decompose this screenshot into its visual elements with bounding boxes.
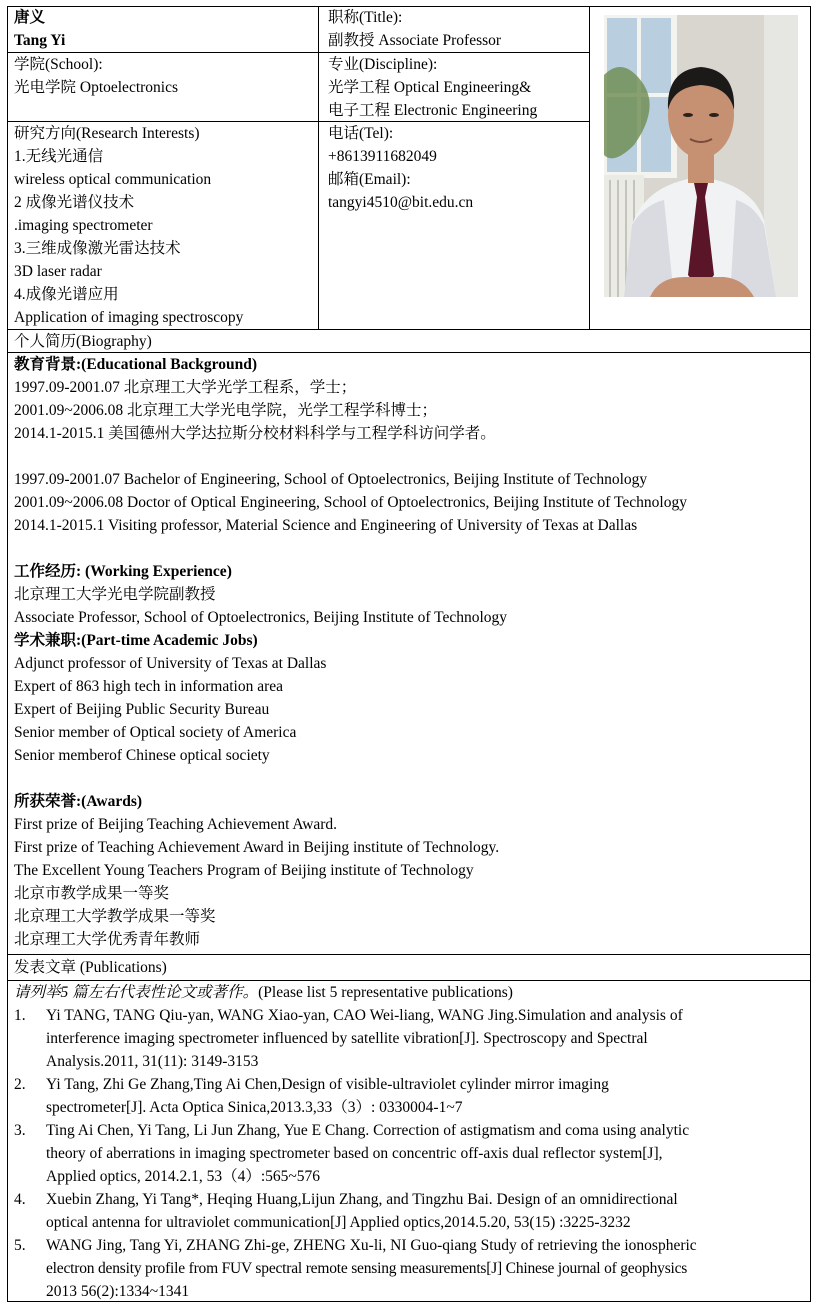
research-item: 4.成像光谱应用	[14, 286, 119, 303]
publication-line: electron density profile from FUV spectral remote sensing measurements[J] Chinese journal of geophysics	[46, 1260, 688, 1277]
award-item: 北京市教学成果一等奖	[14, 885, 170, 902]
biography-body	[7, 353, 811, 951]
profile-photo	[604, 15, 798, 297]
research-item: Application of imaging spectroscopy	[14, 309, 244, 326]
instruction-line	[14, 981, 811, 1004]
work-heading	[14, 560, 811, 583]
instruction-cn: 请列举5 篇左右代表性论文或著作。	[14, 984, 259, 1001]
school-value: 光电学院 Optoelectronics	[14, 79, 179, 96]
parttime-item: Expert of 863 high tech in information area	[14, 678, 284, 695]
email-value: tangyi4510@bit.edu.cn	[328, 194, 474, 211]
awards-heading-en: (Awards)	[81, 793, 143, 810]
divider	[7, 954, 811, 955]
parttime-item: Senior member of Optical society of America	[14, 724, 297, 741]
awards-heading-cn: 所获荣誉:	[14, 793, 82, 810]
parttime-item: Expert of Beijing Public Security Bureau	[14, 701, 270, 718]
title-cell	[321, 6, 589, 52]
biography-label-cell	[7, 330, 811, 353]
publication-number: 1.	[14, 1007, 26, 1024]
award-item: 北京理工大学教学成果一等奖	[14, 908, 216, 925]
title-label: 职称(Title):	[328, 9, 403, 26]
spacer	[14, 445, 811, 468]
spacer	[14, 537, 811, 560]
award-item: First prize of Teaching Achievement Award in Beijing institute of Technology.	[14, 839, 500, 856]
research-item: 1.无线光通信	[14, 148, 104, 165]
parttime-item: Adjunct professor of University of Texas at Dallas	[14, 655, 327, 672]
award-item: First prize of Beijing Teaching Achievement Award.	[14, 816, 338, 833]
publication-line: Analysis.2011, 31(11): 3149-3153	[46, 1053, 259, 1070]
school-cell	[7, 53, 318, 99]
publication-number: 3.	[14, 1122, 26, 1139]
email-label: 邮箱(Email):	[328, 171, 411, 188]
education-item-cn: 2014.1-2015.1 美国德州大学达拉斯分校材料科学与工程学科访问学者。	[14, 425, 496, 442]
publication-line: spectrometer[J]. Acta Optica Sinica,2013.3,33（3）: 0330004-1~7	[46, 1099, 463, 1116]
discipline-line: 电子工程 Electronic Engineering	[328, 102, 538, 119]
education-item-cn: 2001.09~2006.08 北京理工大学光电学院，光学工程学科博士；	[14, 402, 438, 419]
research-cell	[7, 122, 318, 329]
research-item: 3.三维成像激光雷达技术	[14, 240, 181, 257]
education-item-en: 2014.1-2015.1 Visiting professor, Material Science and Engineering of University of Texas at Dallas	[14, 517, 638, 534]
education-item-en: 2001.09~2006.08 Doctor of Optical Engineering, School of Optoelectronics, Beijing Institute of Technology	[14, 494, 687, 511]
work-heading-cn: 工作经历:	[14, 563, 82, 580]
publication-line: 2013 56(2):1334~1341	[46, 1283, 190, 1300]
instruction-en: (Please list 5 representative publications)	[258, 984, 513, 1001]
discipline-cell	[321, 53, 589, 122]
publications-label: 发表文章 (Publications)	[14, 959, 167, 976]
publication-line: optical antenna for ultraviolet communication[J] Applied optics,2014.5.20, 53(15) :3225-3232	[46, 1214, 631, 1231]
divider	[589, 6, 590, 329]
research-item: .imaging spectrometer	[14, 217, 153, 234]
research-item: 3D laser radar	[14, 263, 102, 280]
research-item: wireless optical communication	[14, 171, 212, 188]
biography-label: 个人简历(Biography)	[14, 333, 152, 350]
parttime-item: Senior memberof Chinese optical society	[14, 747, 270, 764]
divider	[318, 6, 319, 329]
publications-instruction	[7, 981, 811, 1004]
parttime-heading-en: (Part-time Academic Jobs)	[81, 632, 258, 649]
cv-table	[7, 6, 811, 1302]
work-item: Associate Professor, School of Optoelectronics, Beijing Institute of Technology	[14, 609, 508, 626]
publication-line: Yi TANG, TANG Qiu-yan, WANG Xiao-yan, CAO Wei-liang, WANG Jing.Simulation and analysis of	[46, 1007, 683, 1024]
tel-label: 电话(Tel):	[328, 125, 394, 142]
discipline-line: 光学工程 Optical Engineering&	[328, 79, 532, 96]
name-cell	[7, 6, 318, 52]
award-item: The Excellent Young Teachers Program of Beijing institute of Technology	[14, 862, 474, 879]
publication-line: WANG Jing, Tang Yi, ZHANG Zhi-ge, ZHENG Xu-li, NI Guo-qiang Study of retrieving the ionospheric	[46, 1237, 697, 1254]
publication-number: 4.	[14, 1191, 26, 1208]
contact-cell	[321, 122, 589, 214]
tel-value: +8613911682049	[328, 148, 437, 165]
education-item-cn: 1997.09-2001.07 北京理工大学光学工程系，学士；	[14, 379, 357, 396]
school-label: 学院(School):	[14, 56, 103, 73]
publication-line: interference imaging spectrometer influenced by satellite vibration[J]. Spectroscopy and Spectral	[46, 1030, 648, 1047]
work-item: 北京理工大学光电学院副教授	[14, 586, 216, 603]
education-heading	[14, 353, 811, 376]
name-cn: 唐义	[14, 9, 46, 26]
publication-line: Xuebin Zhang, Yi Tang*, Heqing Huang,Lijun Zhang, and Tingzhu Bai. Design of an omnidirectional	[46, 1191, 678, 1208]
publication-line: theory of aberrations in imaging spectrometer based on concentric off-axis dual reflector system[J],	[46, 1145, 663, 1162]
title-value: 副教授 Associate Professor	[328, 32, 502, 49]
publication-number: 2.	[14, 1076, 26, 1093]
publication-line: Yi Tang, Zhi Ge Zhang,Ting Ai Chen,Design of visible-ultraviolet cylinder mirror imaging	[46, 1076, 609, 1093]
research-label: 研究方向(Research Interests)	[14, 125, 200, 142]
award-item: 北京理工大学优秀青年教师	[14, 931, 201, 948]
work-heading-en: (Working Experience)	[81, 563, 232, 580]
publication-line: Applied optics, 2014.2.1, 53（4）:565~576	[46, 1168, 321, 1185]
publications-label-cell	[7, 956, 811, 979]
parttime-heading-cn: 学术兼职:	[14, 632, 82, 649]
spacer	[14, 767, 811, 790]
education-item-en: 1997.09-2001.07 Bachelor of Engineering, School of Optoelectronics, Beijing Institute of Technology	[14, 471, 648, 488]
awards-heading	[14, 790, 811, 813]
research-item: 2 成像光谱仪技术	[14, 194, 135, 211]
education-heading-cn: 教育背景:	[14, 356, 82, 373]
publication-number: 5.	[14, 1237, 26, 1254]
name-en: Tang Yi	[14, 32, 66, 49]
discipline-label: 专业(Discipline):	[328, 56, 438, 73]
parttime-heading	[14, 629, 811, 652]
education-heading-en: (Educational Background)	[81, 356, 258, 373]
publication-line: Ting Ai Chen, Yi Tang, Li Jun Zhang, Yue E Chang. Correction of astigmatism and coma using analytic	[46, 1122, 690, 1139]
